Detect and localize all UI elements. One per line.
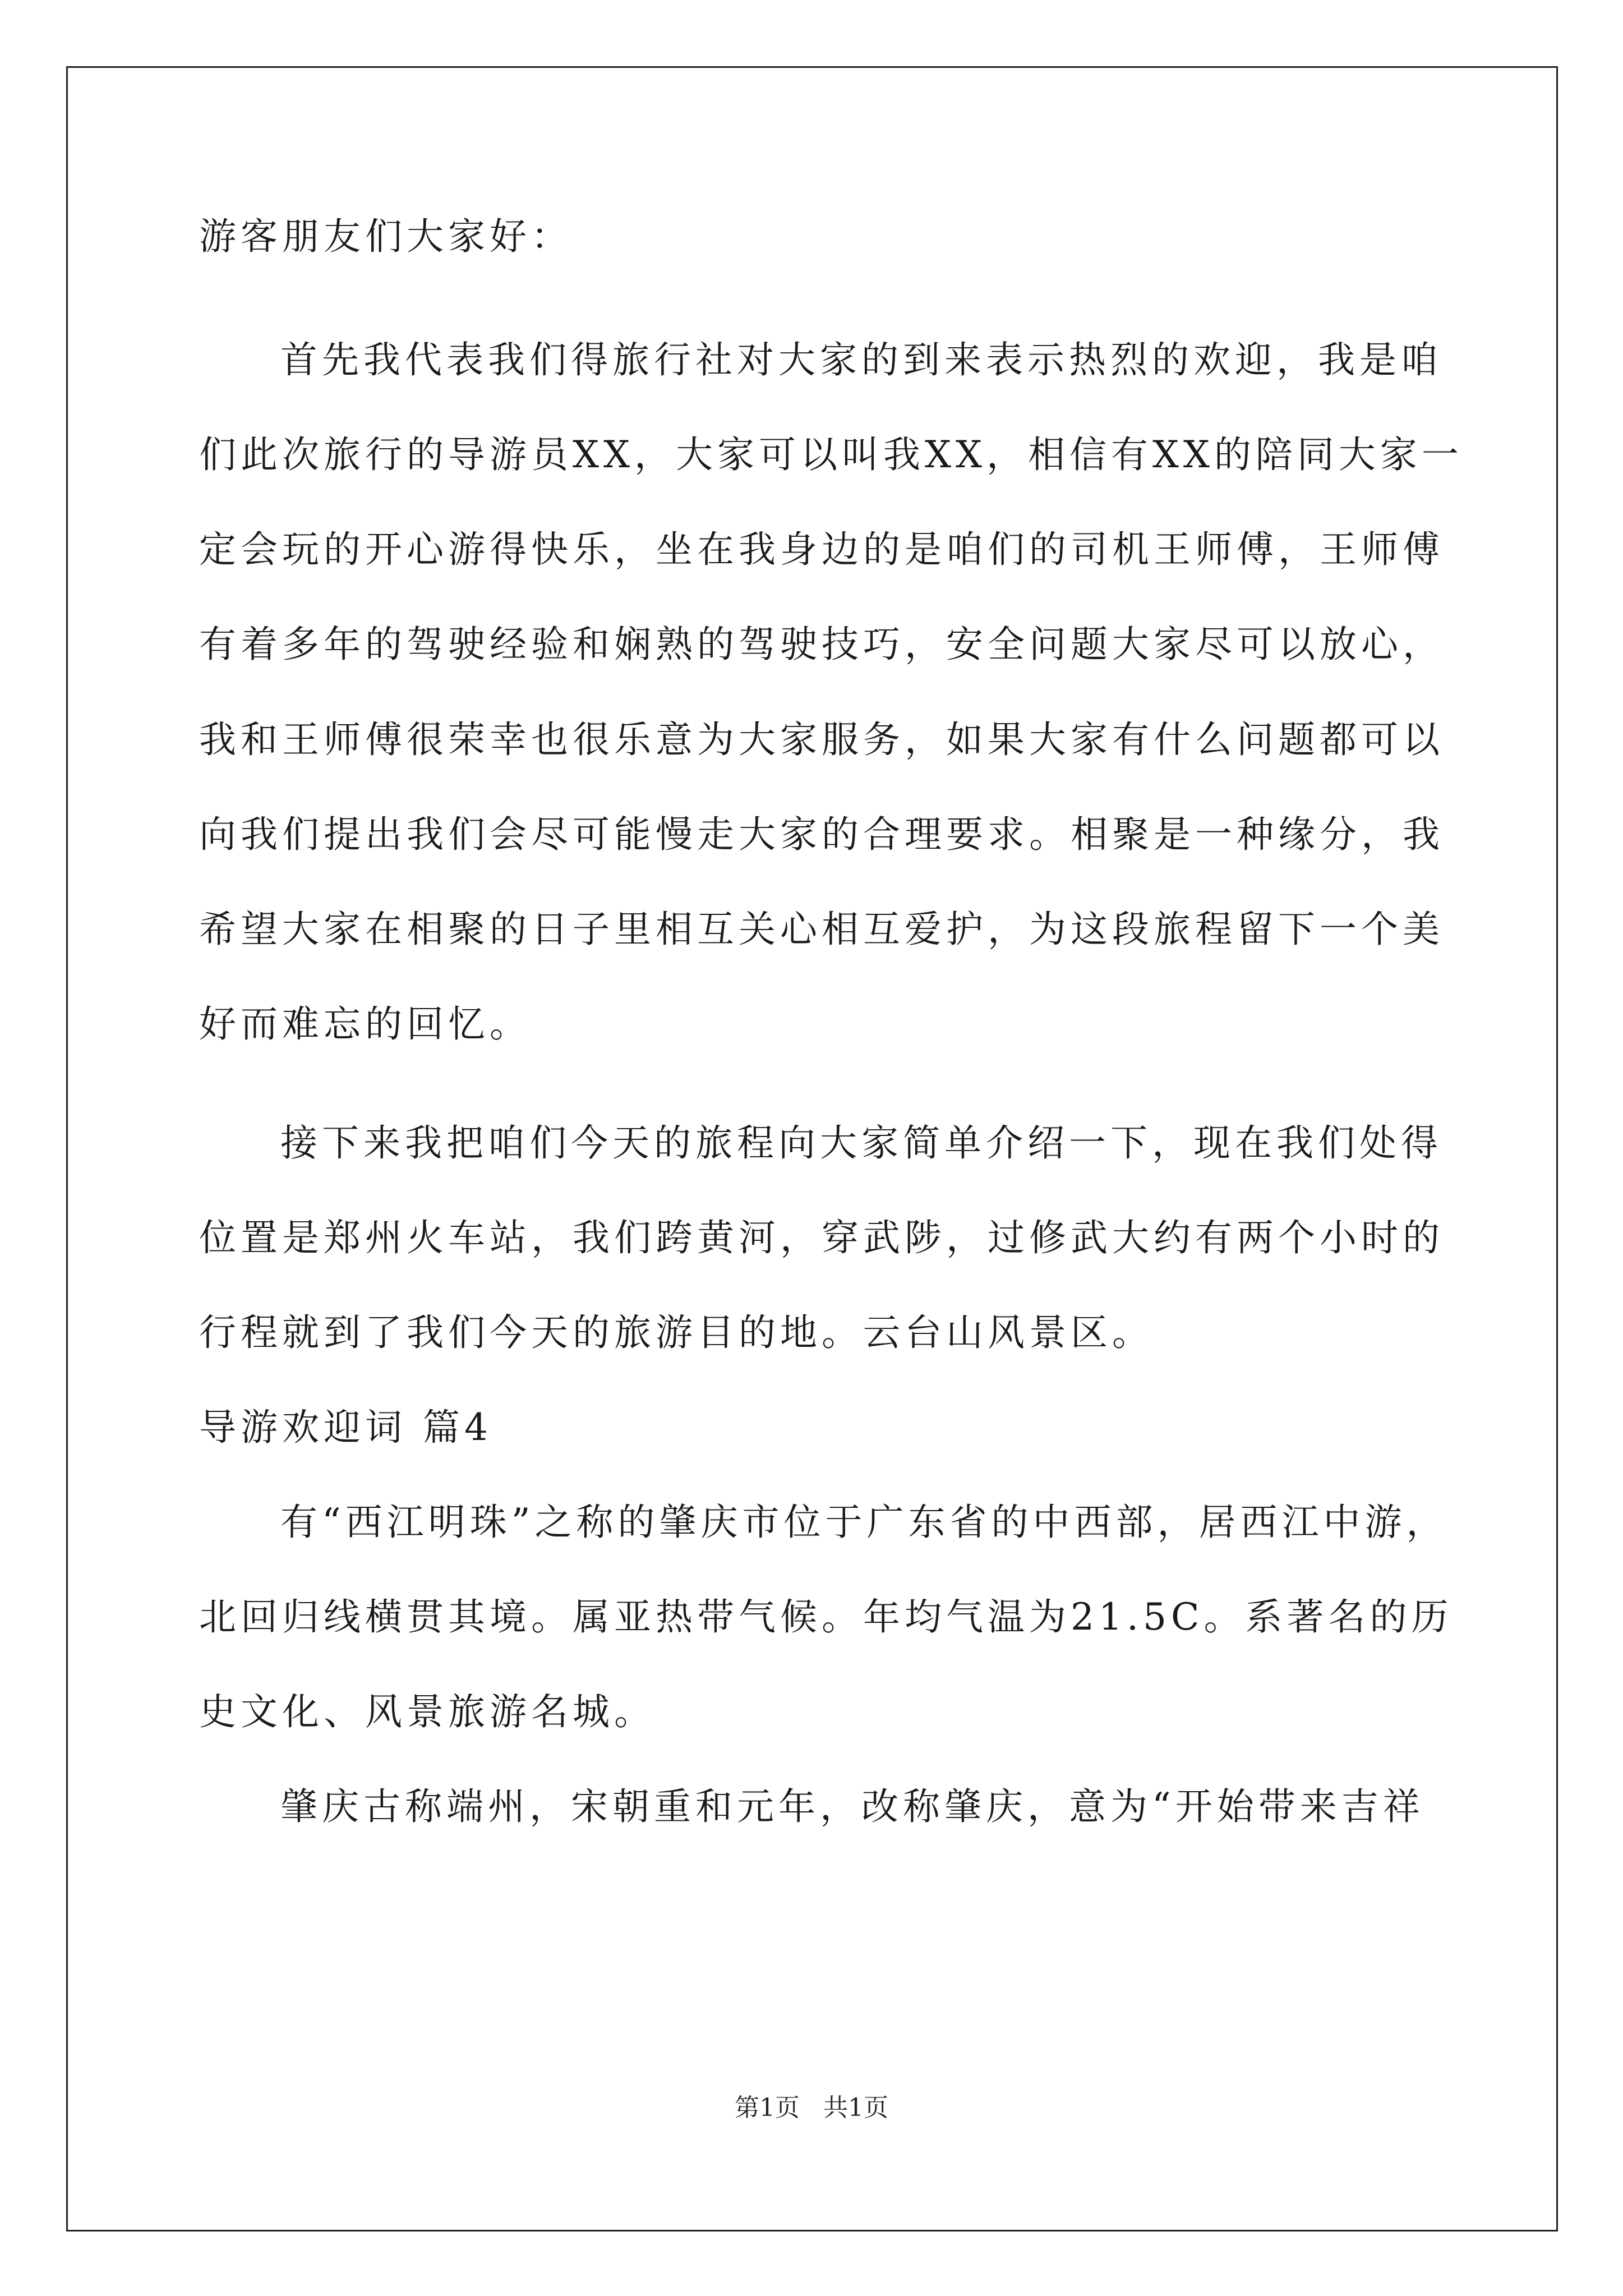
paragraph-line: 们此次旅行的导游员XX，大家可以叫我XX，相信有XX的陪同大家一 bbox=[199, 433, 1463, 476]
paragraph-line: 定会玩的开心游得快乐，坐在我身边的是咱们的司机王师傅，王师傅 bbox=[199, 528, 1444, 571]
paragraph-line: 史文化、风景旅游名城。 bbox=[199, 1690, 656, 1733]
paragraph-line: 行程就到了我们今天的旅游目的地。云台山风景区。 bbox=[199, 1311, 1154, 1354]
paragraph-line: 好而难忘的回忆。 bbox=[199, 1002, 531, 1046]
paragraph-line: 首先我代表我们得旅行社对大家的到来表示热烈的欢迎，我是咱 bbox=[280, 338, 1442, 381]
paragraph-line: 向我们提出我们会尽可能慢走大家的合理要求。相聚是一种缘分，我 bbox=[199, 813, 1444, 856]
page-number-footer: 第1页 共1页 bbox=[735, 2093, 888, 2122]
paragraph-line: 肇庆古称端州，宋朝重和元年，改称肇庆，意为“开始带来吉祥 bbox=[280, 1785, 1424, 1828]
paragraph-line: 北回归线横贯其境。属亚热带气候。年均气温为21.5C。系著名的历 bbox=[199, 1595, 1453, 1639]
section-heading: 导游欢迎词 篇4 bbox=[199, 1406, 492, 1449]
paragraph-line: 有着多年的驾驶经验和娴熟的驾驶技巧，安全问题大家尽可以放心， bbox=[199, 623, 1444, 666]
paragraph-line: 有“西江明珠”之称的肇庆市位于广东省的中西部，居西江中游， bbox=[280, 1501, 1448, 1544]
paragraph-line: 位置是郑州火车站，我们跨黄河，穿武陟，过修武大约有两个小时的 bbox=[199, 1216, 1444, 1259]
paragraph-line: 希望大家在相聚的日子里相互关心相互爱护，为这段旅程留下一个美 bbox=[199, 908, 1444, 951]
paragraph-line: 我和王师傅很荣幸也很乐意为大家服务，如果大家有什么问题都可以 bbox=[199, 718, 1444, 761]
greeting-line: 游客朋友们大家好： bbox=[199, 215, 573, 258]
paragraph-line: 接下来我把咱们今天的旅程向大家简单介绍一下，现在我们处得 bbox=[280, 1121, 1442, 1165]
